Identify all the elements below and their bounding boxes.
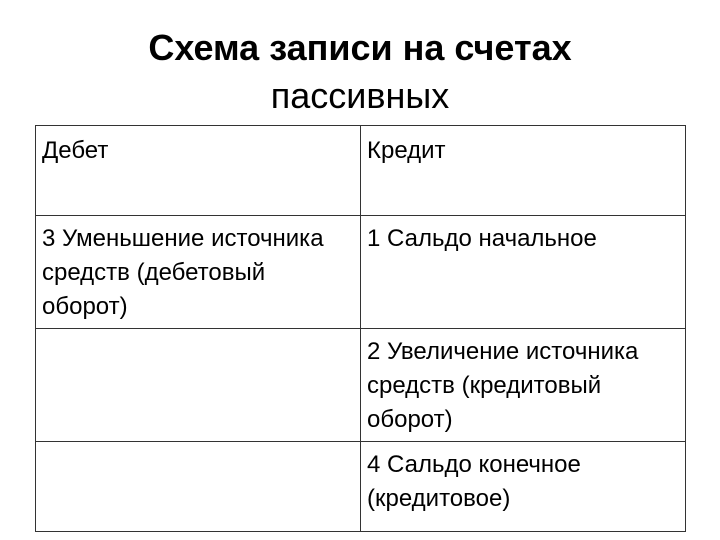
table-row xyxy=(36,126,686,216)
credit-increase-text: 2 Увеличение источника средств (кредитовый оборот) xyxy=(367,338,639,433)
credit-header: Кредит xyxy=(367,137,446,164)
table-row xyxy=(36,216,686,329)
table-row xyxy=(36,442,686,532)
credit-header-cell xyxy=(361,126,686,216)
credit-cell xyxy=(361,329,686,442)
debit-decrease-text: 3 Уменьшение источника средств (дебетовый оборот) xyxy=(42,225,324,320)
opening-balance-text: 1 Сальдо начальное xyxy=(367,225,597,252)
debit-header-cell xyxy=(36,126,361,216)
credit-cell xyxy=(361,216,686,329)
debit-cell xyxy=(36,442,361,532)
slide-title xyxy=(0,24,720,120)
title-line-1: Схема записи на счетах xyxy=(148,27,572,68)
debit-header: Дебет xyxy=(42,137,109,164)
table-row xyxy=(36,329,686,442)
closing-balance-text: 4 Сальдо конечное (кредитовое) xyxy=(367,451,581,512)
credit-cell xyxy=(361,442,686,532)
account-scheme-table xyxy=(35,125,686,532)
title-line-2: пассивных xyxy=(270,75,450,116)
debit-cell xyxy=(36,216,361,329)
debit-cell xyxy=(36,329,361,442)
